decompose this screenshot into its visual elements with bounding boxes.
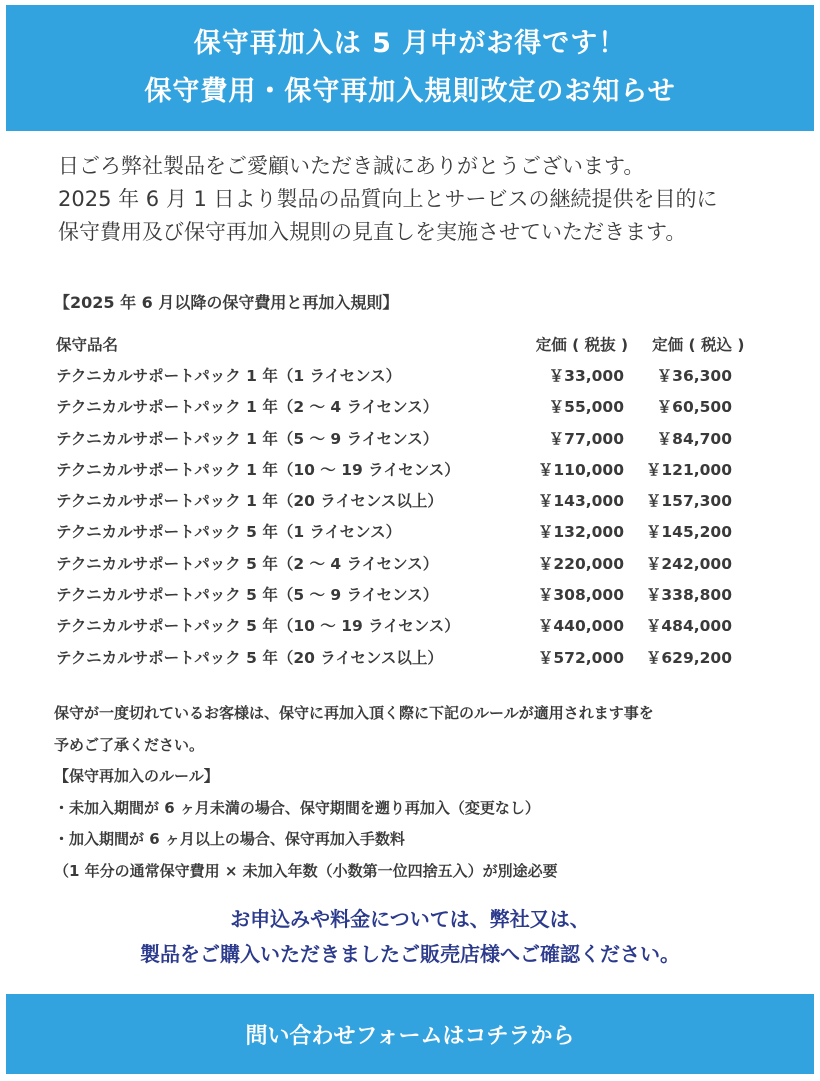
- cell-price-ex: ￥33,000: [548, 366, 624, 385]
- rule-item: ・加入期間が 6 ヶ月以上の場合、保守再加入手数料: [54, 830, 405, 849]
- cell-price-in: ￥60,500: [656, 398, 732, 417]
- intro-text: [58, 150, 798, 249]
- table-header-row: [56, 328, 756, 359]
- cell-price-in: ￥484,000: [645, 617, 732, 636]
- cell-name: テクニカルサポートパック 1 年（5 ～ 9 ライセンス）: [56, 429, 439, 448]
- cell-name: テクニカルサポートパック 1 年（20 ライセンス以上）: [56, 492, 443, 511]
- header-title-line1: 保守再加入は 5 月中がお得です！: [193, 28, 627, 59]
- cell-price-ex: ￥55,000: [548, 398, 624, 417]
- table-row: [56, 422, 756, 453]
- cell-price-ex: ￥110,000: [537, 460, 624, 479]
- rules-note-line: 予めご了承ください。: [54, 735, 205, 754]
- cell-price-in: ￥36,300: [656, 366, 732, 385]
- column-header-price-in: 定価 ( 税込 ): [652, 335, 745, 354]
- table-row: [56, 516, 756, 547]
- table-row: [56, 359, 756, 390]
- cell-price-ex: ￥132,000: [537, 523, 624, 542]
- header-title-line2: 保守費用・保守再加入規則改定のお知らせ: [144, 76, 676, 107]
- cell-name: テクニカルサポートパック 5 年（20 ライセンス以上）: [56, 648, 443, 667]
- rule-item: ・未加入期間が 6 ヶ月未満の場合、保守期間を遡り再加入（変更なし）: [54, 798, 540, 817]
- cell-price-in: ￥84,700: [656, 429, 732, 448]
- cell-price-in: ￥242,000: [645, 554, 732, 573]
- cell-price-in: ￥121,000: [645, 460, 732, 479]
- rules-heading: 【保守再加入のルール】: [54, 767, 219, 786]
- cell-price-ex: ￥143,000: [537, 492, 624, 511]
- cell-price-ex: ￥440,000: [537, 617, 624, 636]
- cell-name: テクニカルサポートパック 1 年（10 ～ 19 ライセンス）: [56, 460, 460, 479]
- contact-note-line: お申込みや料金については、弊社又は、: [230, 907, 590, 931]
- table-row: [56, 391, 756, 422]
- cell-name: テクニカルサポートパック 5 年（5 ～ 9 ライセンス）: [56, 586, 439, 605]
- table-row: [56, 641, 756, 672]
- table-row: [56, 484, 756, 515]
- cell-price-ex: ￥77,000: [548, 429, 624, 448]
- table-row: [56, 578, 756, 609]
- rule-item: （1 年分の通常保守費用 × 未加入年数（小数第一位四捨五入）が別途必要: [54, 861, 558, 880]
- cell-price-ex: ￥308,000: [537, 586, 624, 605]
- table-row: [56, 610, 756, 641]
- column-header-name: 保守品名: [56, 335, 119, 354]
- intro-line: 保守費用及び保守再加入規則の見直しを実施させていただきます。: [58, 220, 687, 244]
- table-row: [56, 453, 756, 484]
- cell-name: テクニカルサポートパック 5 年（10 ～ 19 ライセンス）: [56, 617, 460, 636]
- header-banner: [6, 5, 814, 131]
- contact-note-line: 製品をご購入いただきましたご販売店様へご確認ください。: [140, 942, 680, 966]
- contact-note: [0, 902, 820, 972]
- column-header-price-ex: 定価 ( 税抜 ): [535, 335, 629, 354]
- rules-note-line: 保守が一度切れているお客様は、保守に再加入頂く際に下記のルールが適用されます事を: [54, 704, 654, 722]
- cell-price-in: ￥629,200: [645, 648, 732, 667]
- cell-name: テクニカルサポートパック 5 年（1 ライセンス）: [56, 523, 402, 542]
- intro-line: 2025 年 6 月 1 日より製品の品質向上とサービスの継続提供を目的に: [58, 187, 718, 211]
- cell-price-ex: ￥220,000: [537, 554, 624, 573]
- intro-line: 日ごろ弊社製品をご愛顧いただき誠にありがとうございます。: [58, 154, 645, 178]
- price-table: [56, 328, 756, 672]
- cell-price-in: ￥338,800: [645, 586, 732, 605]
- cell-name: テクニカルサポートパック 1 年（1 ライセンス）: [56, 366, 402, 385]
- rules-section: [54, 698, 794, 888]
- table-row: [56, 547, 756, 578]
- table-body: [56, 359, 756, 672]
- cell-price-in: ￥157,300: [645, 492, 732, 511]
- cell-price-in: ￥145,200: [645, 523, 732, 542]
- pricing-heading: 【2025 年 6 月以降の保守費用と再加入規則】: [54, 293, 399, 312]
- cell-name: テクニカルサポートパック 1 年（2 ～ 4 ライセンス）: [56, 398, 439, 417]
- cell-name: テクニカルサポートパック 5 年（2 ～ 4 ライセンス）: [56, 554, 439, 573]
- cell-price-ex: ￥572,000: [537, 648, 624, 667]
- contact-form-button[interactable]: 問い合わせフォームはコチラから: [6, 994, 814, 1074]
